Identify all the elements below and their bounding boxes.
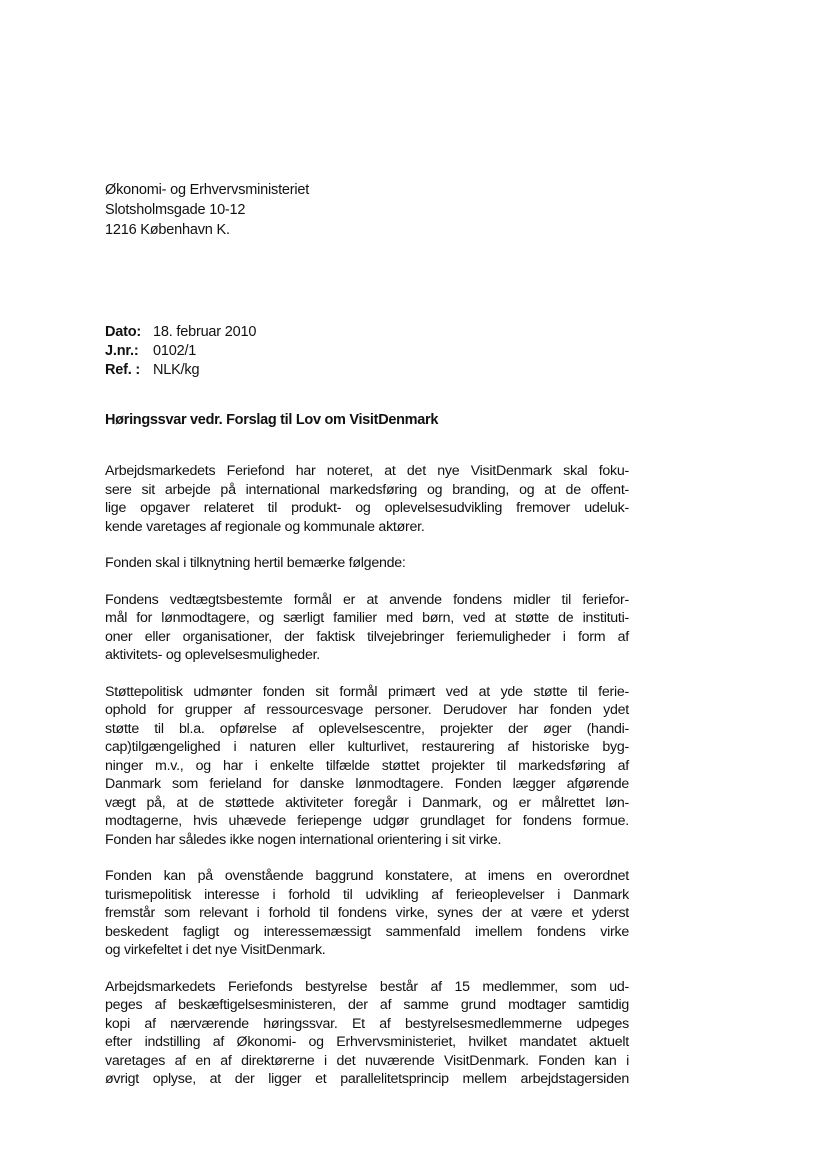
body-line: Arbejdsmarkedets Feriefond har noteret, at det nye VisitDenmark skal foku- <box>105 463 629 479</box>
paragraph-1 <box>105 462 629 536</box>
date-label: Dato: <box>105 324 142 340</box>
body-line: støtte til bl.a. opførelse af oplevelsescentre, projekter der øger (handi- <box>105 720 629 737</box>
date-row <box>105 323 256 342</box>
journal-number-row <box>105 342 256 361</box>
body-line: Fonden skal i tilknytning hertil bemærke følgende: <box>105 555 406 571</box>
body-line: sere sit arbejde på international markedsføring og branding, og at de offent- <box>105 481 629 498</box>
body-line: Fondens vedtægtsbestemte formål er at anvende fondens midler til feriefor- <box>105 591 629 608</box>
body-line: cap)tilgængelighed i naturen eller kulturlivet, restaurering af historiske byg- <box>105 739 629 755</box>
address-line-street: Slotsholmsgade 10-12 <box>105 202 246 218</box>
reference-label: Ref. : <box>105 362 141 378</box>
body-line: aktivitets- og oplevelsesmuligheder. <box>105 647 320 663</box>
body-line: kopi af nærværende høringssvar. Et af bestyrelsesmedlemmerne udpeges <box>105 1015 629 1032</box>
paragraph-4 <box>105 683 629 850</box>
body-line: øvrigt oplyse, at der ligger et parallelitetsprincip mellem arbejdstagersiden <box>105 1071 629 1087</box>
body-line: Fonden kan på ovenstående baggrund konstatere, at imens en overordnet <box>105 868 629 884</box>
address-line-ministry: Økonomi- og Erhvervsministeriet <box>105 182 310 198</box>
body-line: og virkefeltet i det nye VisitDenmark. <box>105 942 326 958</box>
reference-value: NLK/kg <box>153 362 200 378</box>
journal-number-value: 0102/1 <box>153 343 197 359</box>
letter-metadata <box>105 323 256 380</box>
body-line: fremstår som relevant i forhold til fondens virke, synes der at være et yderst <box>105 905 629 921</box>
body-line: mål for lønmodtagere, og særligt familier med børn, ved at støtte de instituti- <box>105 610 629 626</box>
body-line: ophold for grupper af ressourcesvage personer. Derudover har fonden ydet <box>105 702 629 718</box>
body-line: lige opgaver relateret til produkt- og oplevelsesudvikling fremover udeluk- <box>105 500 629 516</box>
body-line: Fonden har således ikke nogen international orientering i sit virke. <box>105 831 502 848</box>
body-line: Arbejdsmarkedets Feriefonds bestyrelse består af 15 medlemmer, som ud- <box>105 978 629 995</box>
body-line: turismepolitisk interesse i forhold til udvikling af ferieoplevelser i Danmark <box>105 886 629 903</box>
body-line: peges af beskæftigelsesministeren, der af samme grund modtager samtidig <box>105 997 629 1013</box>
body-line: varetages af en af direktørerne i det nuværende VisitDenmark. Fonden kan i <box>105 1052 629 1069</box>
body-line: oner eller organisationer, der faktisk tilvejebringer feriemuligheder i form af <box>105 628 629 645</box>
reference-row <box>105 361 256 380</box>
address-line-city: 1216 København K. <box>105 222 230 238</box>
body-line: Støttepolitisk udmønter fonden sit formål primært ved at yde støtte til ferie- <box>105 683 629 700</box>
body-line: efter indstilling af Økonomi- og Erhvervsministeriet, hvilket mandatet aktuelt <box>105 1034 629 1050</box>
body-line: ninger m.v., og har i enkelte tilfælde støttet projekter til markedsføring af <box>105 757 629 774</box>
letter-body <box>105 462 629 1107</box>
body-line: vægt på, at de støttede aktiviteter foregår i Danmark, og er målrettet løn- <box>105 794 629 811</box>
body-line: modtagerne, hvis uhævede feriepenge udgør grundlaget for fondens formue. <box>105 813 629 829</box>
body-line: kende varetages af regionale og kommunale aktører. <box>105 518 425 535</box>
paragraph-6 <box>105 978 629 1089</box>
paragraph-5 <box>105 867 629 960</box>
paragraph-2 <box>105 554 629 573</box>
journal-number-label: J.nr.: <box>105 343 139 359</box>
paragraph-3 <box>105 591 629 665</box>
body-line: Danmark som ferieland for danske lønmodtagere. Fonden lægger afgørende <box>105 776 629 792</box>
recipient-address <box>105 180 309 240</box>
date-value: 18. februar 2010 <box>153 324 257 340</box>
letter-subject: Høringssvar vedr. Forslag til Lov om VisitDenmark <box>105 412 439 428</box>
body-line: beskedent fagligt og interessemæssigt sammenfald imellem fondens virke <box>105 923 629 940</box>
